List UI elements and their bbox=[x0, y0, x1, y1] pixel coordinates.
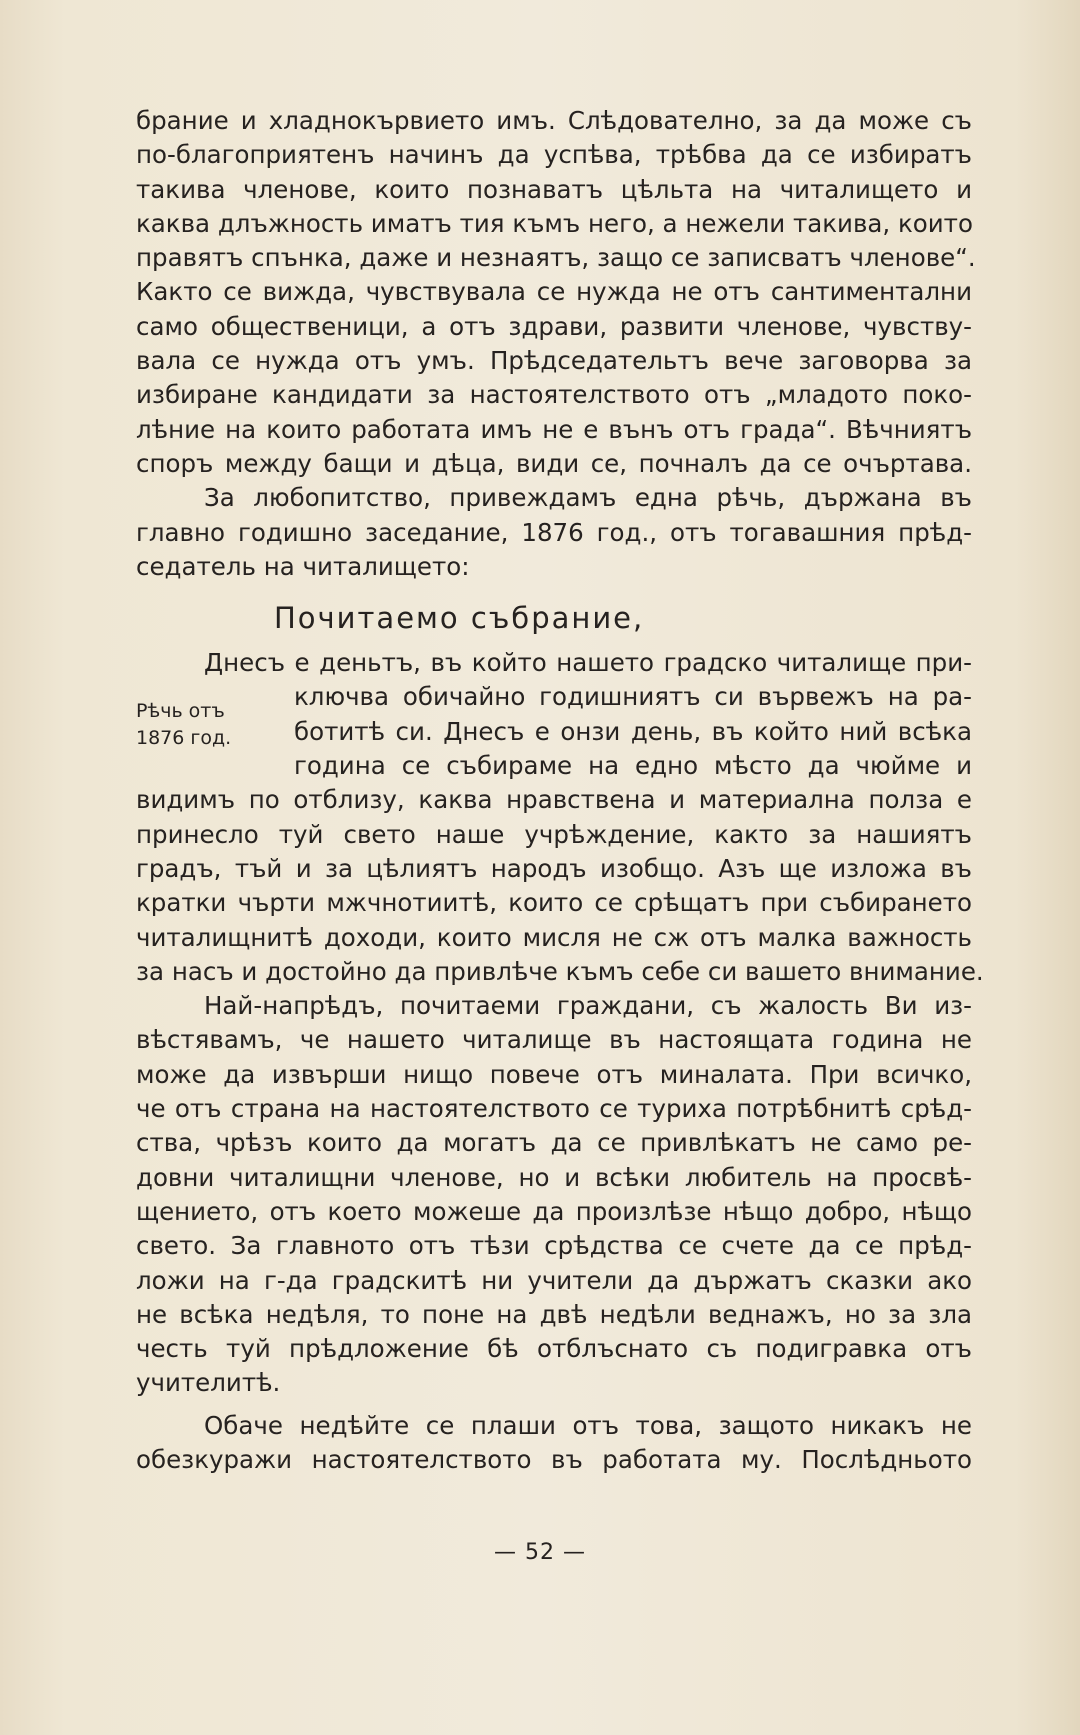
text-line: кратки чърти мжчнотиитѣ, които се срѣщатъ при събирането bbox=[136, 888, 972, 918]
paragraph-1 bbox=[136, 104, 976, 481]
paragraph-gap bbox=[136, 1401, 972, 1409]
text-line: правятъ спънка, даже и незнаятъ, защо се записватъ членове“. bbox=[136, 243, 976, 273]
speech-paragraph-2 bbox=[136, 989, 972, 1401]
text-line: само общественици, а отъ здрави, развити членове, чувству- bbox=[136, 311, 972, 341]
text-line: споръ между бащи и дѣца, види се, почналъ да се очъртава. bbox=[136, 448, 972, 478]
text-line: че отъ страна на настоятелството се туриха потрѣбнитѣ срѣд- bbox=[136, 1094, 972, 1124]
speech-paragraph-3 bbox=[136, 1409, 972, 1478]
text-line: по-благоприятенъ начинъ да успѣва, трѣбва да се избиратъ bbox=[136, 140, 972, 170]
margin-note-line: Рѣчь отъ bbox=[136, 700, 225, 723]
text-line: Обаче недѣйте се плаши отъ това, защото никакъ не bbox=[204, 1410, 972, 1440]
margin-note-line: 1876 год. bbox=[136, 727, 232, 750]
text-line: учителитѣ. bbox=[136, 1368, 281, 1398]
page-text bbox=[136, 104, 984, 1477]
text-line: обезкуражи настоятелството въ работата му. Послѣдньото bbox=[136, 1444, 972, 1474]
text-line: брание и хладнокървието имъ. Слѣдователно, за да може съ bbox=[136, 106, 972, 135]
text-line: не всѣка недѣля, то поне на двѣ недѣли веднажъ, но за зла bbox=[136, 1299, 972, 1329]
text-line: седатель на читалището: bbox=[136, 551, 470, 581]
text-line: свето. За главното отъ тѣзи срѣдства се счете да се прѣд- bbox=[136, 1231, 972, 1261]
text-line: градъ, тъй и за цѣлиятъ народъ изобщо. Азъ ще изложа въ bbox=[136, 853, 972, 883]
text-line: видимъ по отблизу, каква нравствена и материална полза е bbox=[136, 785, 972, 815]
text-line: ложи на г-да градскитѣ ни учители да държатъ сказки ако bbox=[136, 1265, 972, 1295]
page-number: — 52 — bbox=[494, 1540, 586, 1565]
text-line: принесло туй свето наше учрѣждение, както за нашиятъ bbox=[136, 819, 972, 849]
text-line: довни читалищни членове, но и всѣки любитель на просвѣ- bbox=[136, 1162, 972, 1192]
text-line: каква длъжность иматъ тия къмъ него, а нежели такива, които bbox=[136, 208, 973, 238]
text-line: вала се нужда отъ умъ. Прѣдседательтъ вече заговорва за bbox=[136, 346, 972, 376]
speech-paragraph-1 bbox=[136, 646, 984, 989]
text-line: вѣстявамъ, че нашето читалище въ настоящата година не bbox=[136, 1025, 972, 1055]
text-line: Днесъ е деньтъ, въ който нашето градско читалище при- bbox=[204, 648, 972, 678]
text-line: лѣние на които работата имъ не е вънъ отъ града“. Вѣчниятъ bbox=[136, 414, 972, 444]
text-line: За любопитство, привеждамъ една рѣчь, държана въ bbox=[204, 483, 972, 513]
text-line: главно годишно заседание, 1876 год., отъ тогавашния прѣд- bbox=[136, 517, 972, 547]
speech-heading: Почитаемо събрание, bbox=[274, 601, 645, 636]
margin-note bbox=[136, 698, 276, 752]
text-line: читалищнитѣ доходи, които мисля не сж отъ малка важность bbox=[136, 922, 972, 952]
text-line: избиране кандидати за настоятелството отъ „младото поко- bbox=[136, 380, 972, 410]
text-line: Както се вижда, чувствувала се нужда не отъ сантиментални bbox=[136, 277, 972, 307]
text-line: такива членове, които познаватъ цѣльта на читалището и bbox=[136, 174, 972, 204]
text-line: ключва обичайно годишниятъ си вървежъ на ра- bbox=[294, 682, 972, 712]
text-line: Най-напрѣдъ, почитаеми граждани, съ жалость Ви из- bbox=[204, 991, 972, 1021]
text-line: честь туй прѣдложение бѣ отблъснато съ подигравка отъ bbox=[136, 1334, 972, 1364]
text-line: година се събираме на едно мѣсто да чюйме и bbox=[294, 751, 972, 781]
paragraph-2 bbox=[136, 481, 972, 584]
text-line: ботитѣ си. Днесъ е онзи день, въ който ний всѣка bbox=[294, 716, 972, 746]
text-line: може да извърши нищо повече отъ миналата. При всичко, bbox=[136, 1059, 972, 1089]
text-line: щението, отъ което можеше да произлѣзе нѣщо добро, нѣщо bbox=[136, 1196, 972, 1226]
text-line: за насъ и достойно да привлѣче къмъ себе си вашето внимание. bbox=[136, 956, 984, 986]
text-line: ства, чрѣзъ които да могатъ да се привлѣкатъ не само ре- bbox=[136, 1128, 972, 1158]
